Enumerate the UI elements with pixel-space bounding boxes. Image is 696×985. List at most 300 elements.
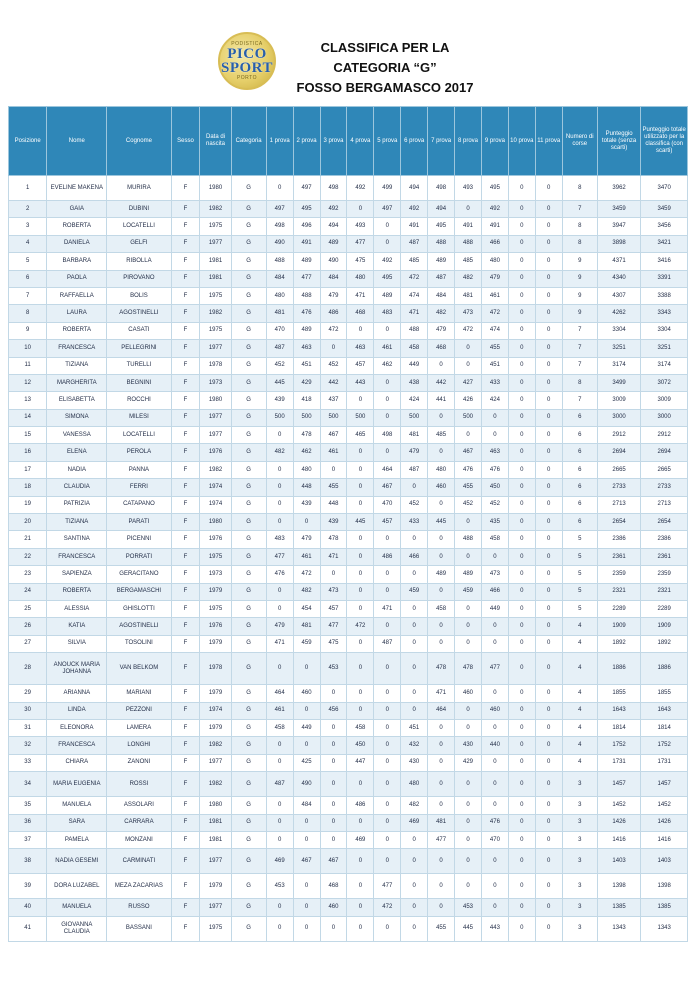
table-cell: MILESI [107, 409, 171, 426]
table-cell: 458 [347, 719, 374, 736]
table-cell: 494 [428, 201, 455, 218]
table-cell: 8 [562, 218, 597, 235]
table-cell: 492 [374, 253, 401, 270]
table-cell: 3174 [597, 357, 640, 374]
table-cell: 478 [428, 653, 455, 685]
table-cell: 0 [508, 218, 535, 235]
table-cell: 0 [535, 287, 562, 304]
table-cell: F [171, 849, 200, 874]
header-row [9, 107, 688, 176]
table-cell: 451 [481, 357, 508, 374]
table-cell: 1973 [200, 374, 231, 391]
table-cell: 489 [455, 566, 482, 583]
table-cell: 0 [347, 600, 374, 617]
table-cell: TIZIANA [47, 357, 107, 374]
table-cell: 498 [320, 176, 347, 201]
table-cell: 0 [266, 831, 293, 848]
table-cell: SANTINA [47, 531, 107, 548]
table-cell: ROBERTA [47, 218, 107, 235]
table-cell: 0 [535, 270, 562, 287]
table-cell: 0 [374, 831, 401, 848]
table-cell: 0 [347, 702, 374, 719]
table-cell: 0 [508, 814, 535, 831]
table-cell: 20 [9, 514, 47, 531]
table-cell: 3174 [641, 357, 688, 374]
table-cell: 3009 [597, 392, 640, 409]
table-cell: 39 [9, 874, 47, 899]
table-cell: 0 [401, 653, 428, 685]
table-cell: 2361 [597, 548, 640, 565]
table-cell: 489 [320, 235, 347, 252]
table-cell: 0 [374, 702, 401, 719]
table-row [9, 635, 688, 652]
column-header: Posizione [9, 107, 47, 176]
table-cell: 460 [293, 685, 320, 702]
table-cell: 4307 [597, 287, 640, 304]
table-cell: F [171, 357, 200, 374]
table-cell: 0 [374, 409, 401, 426]
table-cell: 0 [266, 176, 293, 201]
table-cell: 476 [266, 566, 293, 583]
table-cell: SARA [47, 814, 107, 831]
table-cell: 472 [455, 322, 482, 339]
table-cell: F [171, 635, 200, 652]
table-cell: 3 [562, 772, 597, 797]
table-cell: 0 [535, 201, 562, 218]
table-cell: 1752 [641, 737, 688, 754]
table-cell: 487 [401, 235, 428, 252]
table-cell: F [171, 566, 200, 583]
table-cell: 5 [9, 253, 47, 270]
table-cell: 0 [481, 618, 508, 635]
table-cell: 473 [320, 583, 347, 600]
table-cell: 1976 [200, 444, 231, 461]
table-cell: 0 [508, 374, 535, 391]
table-cell: 31 [9, 719, 47, 736]
table-cell: 0 [320, 831, 347, 848]
table-cell: 452 [401, 496, 428, 513]
table-row [9, 496, 688, 513]
table-row [9, 772, 688, 797]
table-cell: 26 [9, 618, 47, 635]
column-header: Numero di corse [562, 107, 597, 176]
table-cell: CARRARA [107, 814, 171, 831]
table-cell: 0 [374, 392, 401, 409]
table-row [9, 340, 688, 357]
table-cell: PEZZONI [107, 702, 171, 719]
table-cell: G [231, 814, 266, 831]
table-cell: 0 [347, 496, 374, 513]
table-cell: F [171, 702, 200, 719]
table-cell: 17 [9, 461, 47, 478]
table-cell: 429 [455, 754, 482, 771]
table-cell: 437 [320, 392, 347, 409]
table-cell: 476 [481, 461, 508, 478]
table-cell: G [231, 218, 266, 235]
table-cell: 461 [481, 287, 508, 304]
table-cell: 495 [481, 176, 508, 201]
table-cell: 462 [374, 357, 401, 374]
table-cell: 461 [374, 340, 401, 357]
ranking-table [8, 106, 688, 942]
table-cell: 468 [347, 305, 374, 322]
table-row [9, 461, 688, 478]
table-cell: 3456 [641, 218, 688, 235]
table-cell: G [231, 874, 266, 899]
table-cell: 3470 [641, 176, 688, 201]
table-cell: 3251 [641, 340, 688, 357]
table-cell: 471 [266, 635, 293, 652]
table-cell: 4262 [597, 305, 640, 322]
table-cell: 1980 [200, 176, 231, 201]
table-cell: 418 [293, 392, 320, 409]
table-cell: 0 [374, 754, 401, 771]
table-cell: PARATI [107, 514, 171, 531]
table-cell: G [231, 600, 266, 617]
table-cell: 0 [374, 719, 401, 736]
table-cell: 481 [401, 427, 428, 444]
table-cell: 2713 [597, 496, 640, 513]
table-cell: MONZANI [107, 831, 171, 848]
table-cell: 1977 [200, 427, 231, 444]
table-cell: 487 [428, 270, 455, 287]
table-cell: 455 [481, 340, 508, 357]
table-cell: 1426 [641, 814, 688, 831]
table-cell: 3962 [597, 176, 640, 201]
table-cell: 0 [508, 461, 535, 478]
table-cell: 0 [293, 874, 320, 899]
table-cell: 0 [535, 548, 562, 565]
table-cell: 451 [293, 357, 320, 374]
table-cell: 453 [266, 874, 293, 899]
table-cell: 467 [455, 444, 482, 461]
table-cell: 32 [9, 737, 47, 754]
table-cell: G [231, 653, 266, 685]
table-row [9, 916, 688, 941]
table-cell: 0 [266, 600, 293, 617]
table-cell: 1909 [597, 618, 640, 635]
table-cell: 0 [347, 849, 374, 874]
table-cell: 479 [428, 322, 455, 339]
table-row [9, 754, 688, 771]
table-cell: 23 [9, 566, 47, 583]
table-cell: 1980 [200, 514, 231, 531]
table-cell: 2733 [597, 479, 640, 496]
table-cell: G [231, 427, 266, 444]
table-cell: 0 [320, 754, 347, 771]
table-cell: 3391 [641, 270, 688, 287]
table-cell: 477 [428, 831, 455, 848]
table-cell: G [231, 392, 266, 409]
table-cell: F [171, 305, 200, 322]
table-cell: CASATI [107, 322, 171, 339]
table-cell: 469 [347, 831, 374, 848]
table-cell: 492 [481, 201, 508, 218]
table-cell: F [171, 374, 200, 391]
table-cell: 1 [9, 176, 47, 201]
table-cell: 0 [428, 548, 455, 565]
table-cell: 4 [562, 685, 597, 702]
table-cell: 498 [266, 218, 293, 235]
table-cell: TIZIANA [47, 514, 107, 531]
table-cell: 0 [374, 374, 401, 391]
table-cell: 1979 [200, 719, 231, 736]
table-cell: 489 [428, 253, 455, 270]
table-cell: 0 [508, 772, 535, 797]
pico-sport-logo [218, 32, 276, 90]
table-cell: 1457 [597, 772, 640, 797]
table-cell: 1855 [597, 685, 640, 702]
table-cell: 1977 [200, 409, 231, 426]
table-cell: 1975 [200, 600, 231, 617]
table-cell: F [171, 176, 200, 201]
table-cell: G [231, 772, 266, 797]
table-cell: 487 [374, 635, 401, 652]
table-cell: 466 [401, 548, 428, 565]
table-row [9, 685, 688, 702]
table-cell: 0 [320, 566, 347, 583]
table-cell: 0 [508, 235, 535, 252]
table-cell: 41 [9, 916, 47, 941]
table-cell: 3304 [641, 322, 688, 339]
table-cell: F [171, 409, 200, 426]
table-cell: 6 [562, 409, 597, 426]
table-cell: G [231, 583, 266, 600]
table-cell: 468 [428, 340, 455, 357]
table-cell: F [171, 874, 200, 899]
table-cell: F [171, 427, 200, 444]
table-cell: SIMONA [47, 409, 107, 426]
table-cell: F [171, 600, 200, 617]
table-cell: 0 [293, 737, 320, 754]
table-row [9, 270, 688, 287]
table-cell: 5 [562, 548, 597, 565]
table-cell: F [171, 235, 200, 252]
table-cell: 11 [9, 357, 47, 374]
table-cell: MARIANI [107, 685, 171, 702]
table-cell: 0 [266, 737, 293, 754]
table-cell: G [231, 899, 266, 916]
table-row [9, 253, 688, 270]
table-cell: 481 [455, 287, 482, 304]
table-cell: 439 [320, 514, 347, 531]
table-cell: 0 [535, 635, 562, 652]
table-cell: 0 [508, 653, 535, 685]
table-cell: 1981 [200, 831, 231, 848]
table-cell: 1982 [200, 737, 231, 754]
table-cell: GIOVANNA CLAUDIA [47, 916, 107, 941]
table-cell: 0 [455, 600, 482, 617]
table-row [9, 874, 688, 899]
table-cell: 35 [9, 797, 47, 814]
table-cell: 474 [481, 322, 508, 339]
table-cell: 479 [481, 270, 508, 287]
table-cell: 480 [347, 270, 374, 287]
table-row [9, 392, 688, 409]
table-cell: 439 [293, 496, 320, 513]
table-cell: 1452 [597, 797, 640, 814]
table-cell: ROBERTA [47, 322, 107, 339]
table-cell: 0 [481, 754, 508, 771]
table-cell: F [171, 831, 200, 848]
column-header: Punteggio totale (senza scarti) [597, 107, 640, 176]
table-cell: 0 [508, 754, 535, 771]
table-cell: 468 [320, 874, 347, 899]
table-cell: 475 [320, 635, 347, 652]
table-cell: 0 [374, 444, 401, 461]
table-cell: 1814 [641, 719, 688, 736]
table-cell: 0 [535, 305, 562, 322]
table-cell: 1979 [200, 583, 231, 600]
table-cell: MANUELA [47, 797, 107, 814]
table-cell: 445 [455, 916, 482, 941]
table-cell: G [231, 374, 266, 391]
table-cell: 0 [481, 899, 508, 916]
table-cell: DUBINI [107, 201, 171, 218]
table-cell: 472 [293, 566, 320, 583]
table-cell: G [231, 287, 266, 304]
table-cell: 487 [266, 772, 293, 797]
table-cell: PAMELA [47, 831, 107, 848]
table-row [9, 427, 688, 444]
table-cell: CLAUDIA [47, 479, 107, 496]
table-cell: F [171, 772, 200, 797]
table-cell: 0 [481, 719, 508, 736]
table-cell: 8 [562, 374, 597, 391]
table-cell: 7 [562, 340, 597, 357]
table-cell: ELENA [47, 444, 107, 461]
table-cell: 1982 [200, 461, 231, 478]
table-cell: 491 [401, 218, 428, 235]
table-cell: NADIA GESEMI [47, 849, 107, 874]
table-cell: 0 [535, 772, 562, 797]
table-cell: BARBARA [47, 253, 107, 270]
table-row [9, 409, 688, 426]
table-cell: 1981 [200, 253, 231, 270]
table-cell: 0 [508, 600, 535, 617]
table-cell: 36 [9, 814, 47, 831]
table-cell: 471 [347, 287, 374, 304]
table-cell: F [171, 322, 200, 339]
table-cell: 493 [347, 218, 374, 235]
table-cell: 4 [562, 719, 597, 736]
table-cell: 0 [455, 427, 482, 444]
table-cell: 454 [293, 600, 320, 617]
table-cell: 33 [9, 754, 47, 771]
table-row [9, 305, 688, 322]
column-header: Nome [47, 107, 107, 176]
table-cell: 470 [266, 322, 293, 339]
table-cell: 0 [508, 427, 535, 444]
table-cell: G [231, 831, 266, 848]
table-cell: 1643 [597, 702, 640, 719]
table-cell: MEZA ZACARIAS [107, 874, 171, 899]
table-cell: 2359 [597, 566, 640, 583]
table-cell: 0 [374, 218, 401, 235]
table-cell: 8 [562, 235, 597, 252]
table-cell: 459 [293, 635, 320, 652]
table-cell: 445 [347, 514, 374, 531]
table-row [9, 600, 688, 617]
table-cell: 0 [401, 685, 428, 702]
table-cell: 2912 [641, 427, 688, 444]
table-row [9, 479, 688, 496]
table-cell: F [171, 583, 200, 600]
table-cell: 1886 [597, 653, 640, 685]
table-cell: 7 [562, 201, 597, 218]
table-cell: 461 [320, 444, 347, 461]
table-cell: 457 [320, 600, 347, 617]
table-cell: 28 [9, 653, 47, 685]
table-cell: 0 [481, 797, 508, 814]
table-cell: 472 [320, 322, 347, 339]
table-cell: 0 [535, 235, 562, 252]
table-cell: 0 [535, 849, 562, 874]
table-cell: FERRI [107, 479, 171, 496]
table-cell: G [231, 253, 266, 270]
logo-ring-top: PODISTICA [231, 41, 263, 47]
table-cell: 2694 [641, 444, 688, 461]
table-row [9, 374, 688, 391]
table-cell: 0 [455, 357, 482, 374]
table-cell: 27 [9, 635, 47, 652]
table-row [9, 849, 688, 874]
table-cell: 457 [347, 357, 374, 374]
table-cell: 452 [320, 357, 347, 374]
table-cell: 1980 [200, 797, 231, 814]
table-cell: 1385 [641, 899, 688, 916]
table-cell: 3343 [641, 305, 688, 322]
table-cell: 9 [562, 287, 597, 304]
table-cell: 5 [562, 583, 597, 600]
table-row [9, 357, 688, 374]
column-header: 7 prova [428, 107, 455, 176]
table-cell: 482 [401, 797, 428, 814]
table-cell: 497 [266, 201, 293, 218]
table-cell: 0 [508, 253, 535, 270]
table-cell: 488 [401, 322, 428, 339]
column-header: Categoria [231, 107, 266, 176]
table-cell: 500 [320, 409, 347, 426]
table-cell: 2733 [641, 479, 688, 496]
table-cell: 0 [293, 899, 320, 916]
table-cell: 435 [481, 514, 508, 531]
table-cell: G [231, 409, 266, 426]
table-cell: 466 [481, 235, 508, 252]
table-cell: 0 [347, 392, 374, 409]
table-cell: G [231, 270, 266, 287]
table-cell: 1752 [597, 737, 640, 754]
table-cell: 0 [508, 322, 535, 339]
table-cell: 500 [455, 409, 482, 426]
table-cell: 3416 [641, 253, 688, 270]
table-cell: AGOSTINELLI [107, 305, 171, 322]
table-cell: 0 [428, 849, 455, 874]
table-row [9, 797, 688, 814]
table-cell: F [171, 797, 200, 814]
table-cell: 0 [508, 849, 535, 874]
table-cell: 494 [401, 176, 428, 201]
table-cell: 1403 [597, 849, 640, 874]
table-cell: 4 [562, 737, 597, 754]
table-cell: 0 [508, 548, 535, 565]
table-cell: 0 [428, 618, 455, 635]
table-cell: ROBERTA [47, 583, 107, 600]
table-cell: 442 [428, 374, 455, 391]
table-cell: 460 [320, 899, 347, 916]
table-cell: ROSSI [107, 772, 171, 797]
table-cell: 491 [293, 235, 320, 252]
